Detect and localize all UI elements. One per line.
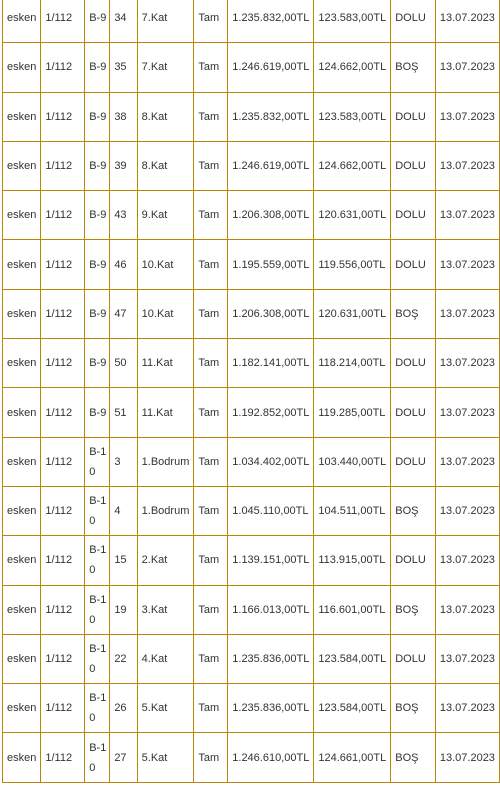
status-cell: esken: [3, 141, 41, 190]
floor-cell: 2.Kat: [137, 536, 194, 585]
table-row: [3, 339, 500, 388]
price-cell: 1.182.141,00TL: [228, 339, 314, 388]
table-row: [3, 0, 500, 43]
date-cell: 13.07.2023: [435, 339, 499, 388]
deposit-cell: 119.285,00TL: [314, 388, 391, 437]
deposit-cell: 116.601,00TL: [314, 585, 391, 634]
deposit-cell: 123.583,00TL: [314, 0, 391, 43]
price-cell: 1.246.619,00TL: [228, 141, 314, 190]
parcel-cell: 1/112: [41, 733, 85, 782]
date-cell: 13.07.2023: [435, 388, 499, 437]
block-cell: B-10: [85, 634, 110, 683]
share-cell: Tam: [194, 733, 228, 782]
unit-number-cell: 3: [110, 437, 137, 486]
status-cell: esken: [3, 240, 41, 289]
share-cell: Tam: [194, 684, 228, 733]
block-cell: B-9: [85, 92, 110, 141]
unit-number-cell: 26: [110, 684, 137, 733]
deposit-cell: 119.556,00TL: [314, 240, 391, 289]
unit-number-cell: 50: [110, 339, 137, 388]
date-cell: 13.07.2023: [435, 733, 499, 782]
floor-cell: 4.Kat: [137, 634, 194, 683]
price-cell: 1.045.110,00TL: [228, 486, 314, 535]
deposit-cell: 103.440,00TL: [314, 437, 391, 486]
share-cell: Tam: [194, 437, 228, 486]
parcel-cell: 1/112: [41, 536, 85, 585]
parcel-cell: 1/112: [41, 437, 85, 486]
floor-cell: 5.Kat: [137, 733, 194, 782]
status-cell: esken: [3, 733, 41, 782]
table-row: [3, 289, 500, 338]
status-cell: esken: [3, 43, 41, 92]
parcel-cell: 1/112: [41, 141, 85, 190]
parcel-cell: 1/112: [41, 585, 85, 634]
parcel-cell: 1/112: [41, 0, 85, 43]
price-cell: 1.235.836,00TL: [228, 634, 314, 683]
share-cell: Tam: [194, 339, 228, 388]
occupancy-cell: DOLU: [391, 437, 436, 486]
floor-cell: 9.Kat: [137, 191, 194, 240]
share-cell: Tam: [194, 141, 228, 190]
unit-number-cell: 34: [110, 0, 137, 43]
table-row: [3, 486, 500, 535]
floor-cell: 3.Kat: [137, 585, 194, 634]
unit-number-cell: 22: [110, 634, 137, 683]
occupancy-cell: DOLU: [391, 191, 436, 240]
price-cell: 1.235.836,00TL: [228, 684, 314, 733]
status-cell: esken: [3, 684, 41, 733]
occupancy-cell: DOLU: [391, 536, 436, 585]
status-cell: esken: [3, 486, 41, 535]
unit-number-cell: 19: [110, 585, 137, 634]
price-cell: 1.235.832,00TL: [228, 92, 314, 141]
unit-number-cell: 35: [110, 43, 137, 92]
price-cell: 1.235.832,00TL: [228, 0, 314, 43]
table-row: [3, 141, 500, 190]
unit-number-cell: 51: [110, 388, 137, 437]
floor-cell: 8.Kat: [137, 92, 194, 141]
parcel-cell: 1/112: [41, 634, 85, 683]
occupancy-cell: DOLU: [391, 92, 436, 141]
table-row: [3, 437, 500, 486]
occupancy-cell: BOŞ: [391, 486, 436, 535]
price-cell: 1.246.619,00TL: [228, 43, 314, 92]
floor-cell: 10.Kat: [137, 289, 194, 338]
table-row: [3, 733, 500, 782]
floor-cell: 5.Kat: [137, 684, 194, 733]
share-cell: Tam: [194, 0, 228, 43]
status-cell: esken: [3, 388, 41, 437]
price-cell: 1.139.151,00TL: [228, 536, 314, 585]
occupancy-cell: DOLU: [391, 240, 436, 289]
deposit-cell: 123.584,00TL: [314, 684, 391, 733]
unit-number-cell: 27: [110, 733, 137, 782]
status-cell: esken: [3, 92, 41, 141]
table-row: [3, 191, 500, 240]
price-cell: 1.195.559,00TL: [228, 240, 314, 289]
deposit-cell: 118.214,00TL: [314, 339, 391, 388]
block-cell: B-9: [85, 191, 110, 240]
parcel-cell: 1/112: [41, 43, 85, 92]
parcel-cell: 1/112: [41, 191, 85, 240]
floor-cell: 8.Kat: [137, 141, 194, 190]
share-cell: Tam: [194, 585, 228, 634]
share-cell: Tam: [194, 43, 228, 92]
deposit-cell: 120.631,00TL: [314, 289, 391, 338]
unit-number-cell: 15: [110, 536, 137, 585]
date-cell: 13.07.2023: [435, 43, 499, 92]
share-cell: Tam: [194, 191, 228, 240]
date-cell: 13.07.2023: [435, 486, 499, 535]
date-cell: 13.07.2023: [435, 240, 499, 289]
date-cell: 13.07.2023: [435, 141, 499, 190]
date-cell: 13.07.2023: [435, 585, 499, 634]
occupancy-cell: DOLU: [391, 388, 436, 437]
price-cell: 1.206.308,00TL: [228, 289, 314, 338]
block-cell: B-10: [85, 486, 110, 535]
date-cell: 13.07.2023: [435, 191, 499, 240]
status-cell: esken: [3, 0, 41, 43]
price-cell: 1.246.610,00TL: [228, 733, 314, 782]
parcel-cell: 1/112: [41, 92, 85, 141]
occupancy-cell: BOŞ: [391, 733, 436, 782]
block-cell: B-9: [85, 141, 110, 190]
occupancy-cell: BOŞ: [391, 43, 436, 92]
floor-cell: 1.Bodrum: [137, 486, 194, 535]
parcel-cell: 1/112: [41, 240, 85, 289]
unit-number-cell: 4: [110, 486, 137, 535]
deposit-cell: 113.915,00TL: [314, 536, 391, 585]
block-cell: B-10: [85, 536, 110, 585]
price-cell: 1.206.308,00TL: [228, 191, 314, 240]
parcel-cell: 1/112: [41, 486, 85, 535]
deposit-cell: 123.584,00TL: [314, 634, 391, 683]
occupancy-cell: BOŞ: [391, 684, 436, 733]
parcel-cell: 1/112: [41, 388, 85, 437]
block-cell: B-10: [85, 684, 110, 733]
unit-number-cell: 38: [110, 92, 137, 141]
parcel-cell: 1/112: [41, 684, 85, 733]
date-cell: 13.07.2023: [435, 92, 499, 141]
date-cell: 13.07.2023: [435, 0, 499, 43]
occupancy-cell: BOŞ: [391, 289, 436, 338]
unit-number-cell: 47: [110, 289, 137, 338]
status-cell: esken: [3, 536, 41, 585]
table-row: [3, 388, 500, 437]
status-cell: esken: [3, 191, 41, 240]
table-row: [3, 536, 500, 585]
table-row: [3, 92, 500, 141]
date-cell: 13.07.2023: [435, 634, 499, 683]
unit-number-cell: 46: [110, 240, 137, 289]
share-cell: Tam: [194, 486, 228, 535]
block-cell: B-9: [85, 240, 110, 289]
block-cell: B-10: [85, 733, 110, 782]
floor-cell: 7.Kat: [137, 0, 194, 43]
price-cell: 1.166.013,00TL: [228, 585, 314, 634]
share-cell: Tam: [194, 634, 228, 683]
block-cell: B-9: [85, 43, 110, 92]
date-cell: 13.07.2023: [435, 289, 499, 338]
occupancy-cell: BOŞ: [391, 585, 436, 634]
table-row: [3, 634, 500, 683]
block-cell: B-9: [85, 289, 110, 338]
date-cell: 13.07.2023: [435, 437, 499, 486]
share-cell: Tam: [194, 388, 228, 437]
status-cell: esken: [3, 339, 41, 388]
unit-number-cell: 39: [110, 141, 137, 190]
table-row: [3, 240, 500, 289]
floor-cell: 11.Kat: [137, 339, 194, 388]
share-cell: Tam: [194, 240, 228, 289]
parcel-cell: 1/112: [41, 339, 85, 388]
deposit-cell: 124.662,00TL: [314, 43, 391, 92]
unit-number-cell: 43: [110, 191, 137, 240]
deposit-cell: 123.583,00TL: [314, 92, 391, 141]
table-row: [3, 585, 500, 634]
share-cell: Tam: [194, 92, 228, 141]
share-cell: Tam: [194, 536, 228, 585]
deposit-cell: 124.661,00TL: [314, 733, 391, 782]
block-cell: B-9: [85, 0, 110, 43]
listing-table: [2, 0, 500, 783]
parcel-cell: 1/112: [41, 289, 85, 338]
occupancy-cell: DOLU: [391, 339, 436, 388]
table-row: [3, 43, 500, 92]
deposit-cell: 104.511,00TL: [314, 486, 391, 535]
date-cell: 13.07.2023: [435, 684, 499, 733]
block-cell: B-10: [85, 437, 110, 486]
floor-cell: 1.Bodrum: [137, 437, 194, 486]
table-row: [3, 684, 500, 733]
block-cell: B-9: [85, 388, 110, 437]
status-cell: esken: [3, 634, 41, 683]
deposit-cell: 124.662,00TL: [314, 141, 391, 190]
date-cell: 13.07.2023: [435, 536, 499, 585]
floor-cell: 11.Kat: [137, 388, 194, 437]
floor-cell: 7.Kat: [137, 43, 194, 92]
status-cell: esken: [3, 585, 41, 634]
occupancy-cell: DOLU: [391, 0, 436, 43]
table-body: [3, 0, 500, 782]
deposit-cell: 120.631,00TL: [314, 191, 391, 240]
occupancy-cell: DOLU: [391, 141, 436, 190]
price-cell: 1.192.852,00TL: [228, 388, 314, 437]
status-cell: esken: [3, 437, 41, 486]
block-cell: B-10: [85, 585, 110, 634]
floor-cell: 10.Kat: [137, 240, 194, 289]
occupancy-cell: DOLU: [391, 634, 436, 683]
price-cell: 1.034.402,00TL: [228, 437, 314, 486]
status-cell: esken: [3, 289, 41, 338]
block-cell: B-9: [85, 339, 110, 388]
share-cell: Tam: [194, 289, 228, 338]
